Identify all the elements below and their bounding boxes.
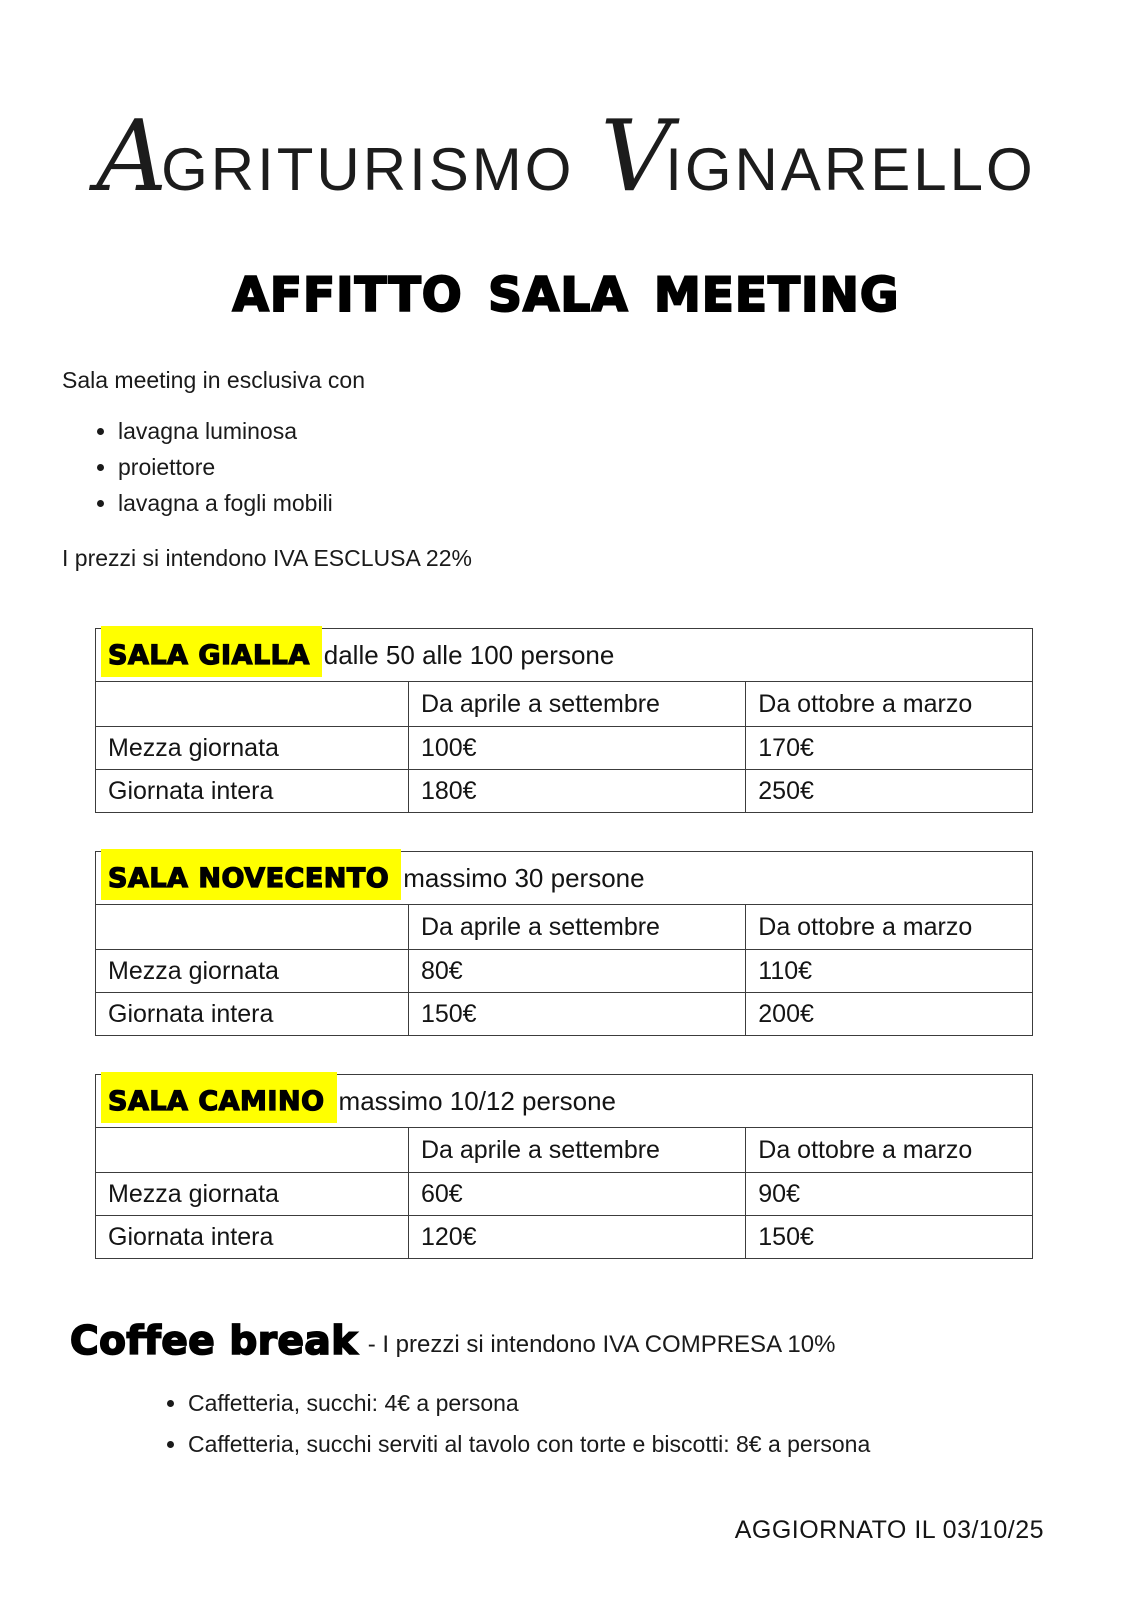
logo-initial-v: V — [600, 100, 666, 214]
price-cell: 150€ — [408, 993, 745, 1036]
business-logo — [0, 100, 1132, 214]
coffee-break-vat-note: - I prezzi si intendono IVA COMPRESA 10% — [367, 1331, 836, 1358]
table-header-row — [96, 1128, 1033, 1173]
price-table-sala-novecento — [95, 851, 1033, 1036]
price-cell: 90€ — [746, 1173, 1033, 1216]
vat-note: I prezzi si intendono IVA ESCLUSA 22% — [62, 545, 472, 571]
table-row — [96, 993, 1033, 1036]
price-cell: 110€ — [746, 950, 1033, 993]
row-label: Giornata intera — [96, 1216, 409, 1259]
price-table-sala-camino — [95, 1074, 1033, 1259]
room-name-highlight: SALA CAMINO — [108, 1085, 325, 1117]
list-item: • Caffetteria, succhi: 4€ a persona — [188, 1390, 1132, 1417]
column-header: Da ottobre a marzo — [746, 905, 1033, 950]
intro-lead: Sala meeting in esclusiva con — [62, 367, 365, 393]
row-label: Giornata intera — [96, 770, 409, 813]
room-title-cell — [96, 1075, 1033, 1128]
updated-date-label: AGGIORNATO IL 03/10/25 — [734, 1516, 1044, 1544]
price-cell: 200€ — [746, 993, 1033, 1036]
empty-header-cell — [96, 905, 409, 950]
list-item: • proiettore — [118, 454, 1132, 481]
coffee-break-list — [166, 1390, 1132, 1458]
row-label: Mezza giornata — [96, 1173, 409, 1216]
room-capacity: dalle 50 alle 100 persone — [323, 639, 615, 670]
row-label: Mezza giornata — [96, 727, 409, 770]
table-row — [96, 950, 1033, 993]
empty-header-cell — [96, 682, 409, 727]
price-cell: 180€ — [408, 770, 745, 813]
amenities-list — [96, 418, 1132, 517]
column-header: Da aprile a settembre — [408, 682, 745, 727]
table-title-row — [96, 852, 1033, 905]
room-title-cell — [96, 852, 1033, 905]
table-header-row — [96, 905, 1033, 950]
price-cell: 100€ — [408, 727, 745, 770]
table-row — [96, 727, 1033, 770]
table-title-row — [96, 629, 1033, 682]
room-capacity: massimo 10/12 persone — [338, 1085, 617, 1116]
column-header: Da ottobre a marzo — [746, 682, 1033, 727]
room-capacity: massimo 30 persone — [403, 862, 645, 893]
room-name-highlight: SALA GIALLA — [108, 639, 310, 671]
logo-initial-a: A — [96, 100, 162, 214]
empty-header-cell — [96, 1128, 409, 1173]
price-cell: 120€ — [408, 1216, 745, 1259]
price-table-sala-gialla — [95, 628, 1033, 813]
logo-word-agriturismo: AGRITURISMO — [96, 100, 575, 214]
room-title-cell — [96, 629, 1033, 682]
price-cell: 250€ — [746, 770, 1033, 813]
room-name-highlight: SALA NOVECENTO — [108, 862, 390, 894]
price-cell: 60€ — [408, 1173, 745, 1216]
logo-word-vignarello: VIGNARELLO — [600, 100, 1036, 214]
list-item: • lavagna a fogli mobili — [118, 490, 1132, 517]
table-header-row — [96, 682, 1033, 727]
list-item: • lavagna luminosa — [118, 418, 1132, 445]
table-title-row — [96, 1075, 1033, 1128]
coffee-break-title: Coffee break — [70, 1319, 358, 1364]
list-item: • Caffetteria, succhi serviti al tavolo con torte e biscotti: 8€ a persona — [188, 1431, 1132, 1458]
table-row — [96, 1173, 1033, 1216]
price-cell: 80€ — [408, 950, 745, 993]
coffee-break-heading — [70, 1319, 1132, 1364]
table-row — [96, 1216, 1033, 1259]
column-header: Da aprile a settembre — [408, 905, 745, 950]
price-cell: 170€ — [746, 727, 1033, 770]
page-title: AFFITTO SALA MEETING — [232, 268, 900, 323]
row-label: Giornata intera — [96, 993, 409, 1036]
price-cell: 150€ — [746, 1216, 1033, 1259]
column-header: Da ottobre a marzo — [746, 1128, 1033, 1173]
row-label: Mezza giornata — [96, 950, 409, 993]
column-header: Da aprile a settembre — [408, 1128, 745, 1173]
table-row — [96, 770, 1033, 813]
